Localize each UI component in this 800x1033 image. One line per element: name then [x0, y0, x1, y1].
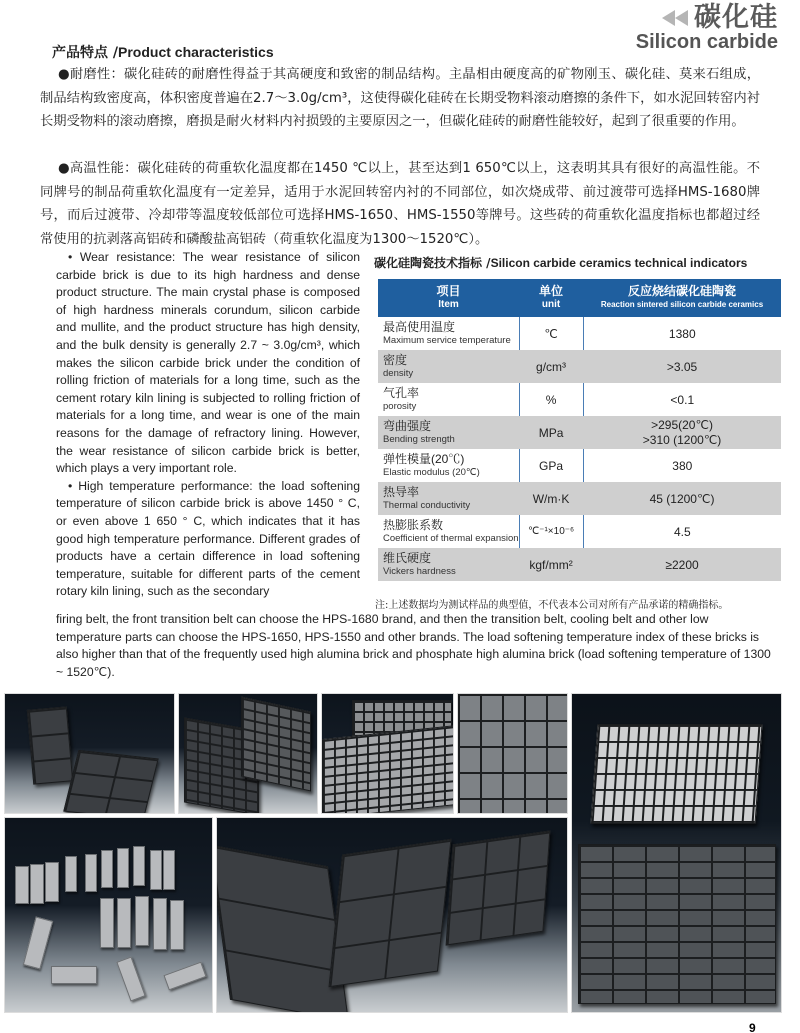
photo-large-grooved-plates [216, 817, 568, 1013]
photo-loose-bricks [4, 817, 213, 1013]
section-title [52, 42, 274, 62]
table-title-en: Silicon carbide ceramics technical indicators [490, 256, 748, 270]
table-header-row [378, 279, 781, 317]
table-note: 注:上述数据均为测试样品的典型值，不代表本公司对所有产品承诺的精确指标。 [375, 600, 729, 611]
table-title-cn: 碳化硅陶瓷技术指标 / [374, 256, 491, 270]
column-header-unit: 单位 unit [519, 279, 583, 317]
brand-title-cn: 碳化硅 [694, 2, 778, 33]
table-row: 弹性模量(20℃) Elastic modulus (20℃) GPa 380 [378, 449, 781, 482]
page-number: 9 [749, 1021, 756, 1033]
table-row: 维氏硬度 Vickers hardness kgf/mm² ≥2200 [378, 548, 781, 581]
table-row: 热导率 Thermal conductivity W/m·K 45 (1200℃) [378, 482, 781, 515]
column-header-item: 项目 Item [378, 279, 519, 317]
double-left-arrow-icon [662, 10, 688, 26]
photo-mosaic-blocks [178, 693, 318, 814]
section-title-en: Product characteristics [118, 44, 274, 60]
photo-stacked-tiles [457, 693, 568, 814]
column-header-value: 反应烧结碳化硅陶瓷 Reaction sintered silicon carbide ceramics [583, 279, 781, 317]
cn-paragraph-temperature: ●高温性能：碳化硅砖的荷重软化温度都在1450 ℃以上，甚至达到1 650℃以上，这表明其具有很好的高温性能。不同牌号的制品荷重软化温度有一定差异，适用于水泥回转窑内衬的不同部位，如次烧成带、前过渡带可选择HMS-1680牌号，而后过渡带、冷却带等温度较低部位可选择HMS-1650、HMS-1550等牌号。这些砖的荷重软化温度指标也都超过经常使用的抗剥落高铝砖和磷酸盐高铝砖（荷重软化温度为1300～1520℃）。 [40, 161, 760, 247]
table-row: 热膨胀系数 Coefficient of thermal expansion ℃⁻¹×10⁻⁶ 4.5 [378, 515, 781, 548]
spec-table [378, 279, 781, 581]
photo-grooved-tiles [4, 693, 175, 814]
table-row: 密度 density g/cm³ >3.05 [378, 350, 781, 383]
page-brand-header [636, 2, 778, 52]
section-title-cn: 产品特点 / [52, 45, 118, 61]
cn-paragraph-wear: ●耐磨性：碳化硅砖的耐磨性得益于其高硬度和致密的制品结构。主晶相由硬度高的矿物刚玉、碳化硅、莫来石组成，制品结构致密度高，体积密度普遍在2.7～3.0g/cm³，这使得碳化硅砖在长期受物料滚动磨擦的条件下，如水泥回转窑内衬长期受物料的滚动磨擦，磨损是耐火材料内衬损毁的主要原因之一，但碳化硅砖的耐磨性能较好，起到了很重要的作用。 [40, 67, 760, 129]
english-column [56, 249, 360, 601]
photo-brick-mat-with-studs [321, 693, 454, 814]
brand-title-en: Silicon carbide [635, 31, 778, 53]
en-paragraph-continuation: firing belt, the front transition belt can choose the HPS-1680 brand, and then the transition belt, cooling belt and other low temperature parts can choose the HPS-1650, HPS-1550 and other brands. The load softening temperature index of these bricks is also higher than that of the frequently used high alumina brick and phosphate high alumina brick (load softening temperature of 1300 ~ 1520℃). [56, 612, 771, 679]
table-title [374, 254, 747, 271]
table-row: 弯曲强度 Bending strength MPa >295(20℃) >310 (1200℃) [378, 416, 781, 449]
en-paragraph-wear: • Wear resistance: The wear resistance of silicon carbide brick is due to its high hardness and dense product structure. The main crystal phase is composed of high hardness minerals corundum, silicon carbide and mullite, and the product structure has high density, and the bulk density is generally 2.7 ~ 3.0g/cm³, which makes the silicon carbide brick under the condition of rolling friction of materials for a long time, such as the cement rotary kiln lining is subjected to rolling friction of materials for a long time, and wear is one of the main reasons for the damage of refractory lining. However, the wear resistance of silicon carbide brick is better, which plays a very important role. [56, 250, 360, 476]
photo-brick-arrays [571, 693, 782, 1013]
en-paragraph-temperature: • High temperature performance: the load softening temperature of silicon carbide brick is above 1450 ° C, or even above 1 650 ° C, which indicates that it has good high temperature performance. Different grades of products have a certain difference in load softening temperature, suitable for different parts of the cement rotary kiln lining, such as the secondary [56, 478, 360, 599]
table-row: 最高使用温度 Maximum service temperature ℃ 1380 [378, 317, 781, 350]
table-row: 气孔率 porosity % <0.1 [378, 383, 781, 416]
